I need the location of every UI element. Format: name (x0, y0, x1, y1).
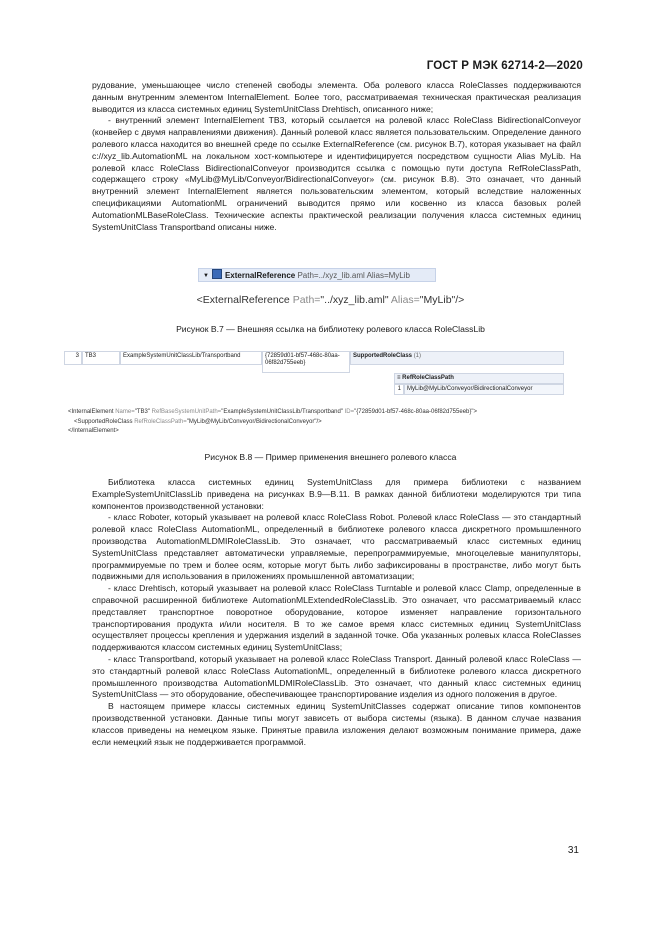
external-reference-label: ExternalReference (224, 271, 296, 280)
xml-attr-value: "../xyz_lib.aml" (320, 294, 391, 306)
xml-tag: <InternalElement (68, 409, 116, 415)
internal-element-xml (68, 408, 588, 437)
paragraph: - класс Drehtisch, который указывает на ролевой класс RoleClass Turntable и ролевой класс Clamp, определенные в справочной расширенной библиотеке AutomationMLExtendedRoleClassLib. Это означает, что рассматриваемый класс представляет транспортное поворотное оборудование, которое изменяет направление горизонтального транспортирования продукта и/или носителя. В то же самое время класс системных единиц SystemUnitClass осуществляет процессы крепления и удержания изделий в заданной точке. Оба указанных ролевых класса RoleClasses поддерживаются классом системных единиц SystemUnitClass; (92, 583, 581, 653)
xml-line: </InternalElement> (68, 428, 119, 434)
xml-line (68, 408, 588, 418)
row-number: 3 (64, 351, 82, 365)
ref-role-class-path-label: RefRoleClassPath (402, 375, 454, 381)
xml-attr-value: "ExampleSystemUnitClassLib/Transportband" (221, 409, 345, 415)
ref-role-class-path-header: ≡ RefRoleClassPath (394, 373, 564, 384)
xml-tag: <ExternalReference (196, 294, 293, 306)
supported-role-class-header (350, 351, 564, 365)
standard-header: ГОСТ Р МЭК 62714-2—2020 (426, 60, 583, 72)
body-text-bottom (92, 477, 581, 748)
xml-attr-name: ID= (344, 409, 355, 415)
paragraph: - класс Roboter, который указывает на ролевой класс RoleClass Robot. Ролевой класс RoleClass — это стандартный ролевой класс RoleClass AutomationML, определенный в библиотеке ролевого класса дискретного промышленного производства AutomationMLDMIRoleClassLib. Это означает, что рассматриваемый класс системных единиц SystemUnitClass представляет автоматически управляемые, перепрограммируемые, многоцелевые манипуляторы, программируемые по трем и более осям, которые могут быть либо зафиксированы в пространстве, либо могут быть подвижными для использования в приложениях промышленной автоматизации; (92, 512, 581, 582)
external-reference-xml (0, 294, 661, 306)
body-text-top (92, 80, 581, 233)
internal-element-table (64, 351, 564, 397)
xml-attr-value: "TB3" (134, 409, 152, 415)
supported-role-class-label: SupportedRoleClass (353, 353, 413, 359)
external-reference-tree-node (198, 268, 436, 282)
paragraph: Библиотека класса системных единиц SystemUnitClass для примера библиотеки с названием ExampleSystemUnitClassLib приведена на рисунках B.9—B.11. В рамках данной библиотеки моделируются три типа компонентов производственной установки: (92, 477, 581, 511)
xml-attr-name: Name= (115, 409, 135, 415)
xml-attr-name: Path= (292, 294, 321, 306)
figure-caption: Рисунок B.7 — Внешняя ссылка на библиотеку ролевого класса RoleClassLib (176, 324, 485, 334)
paragraph: В настоящем примере классы системных единиц SystemUnitClasses содержат описание типов компонентов производственной установки. Данные типы могут зависеть от выбора системы (языка). В данном случае названия классов приведены на немецком языке. Принятые правила изложения делают возможным понимание примера, даже если немецкий язык не поддерживается программой. (92, 701, 581, 747)
figure-caption: Рисунок B.8 — Пример применения внешнего ролевого класса (204, 452, 457, 462)
xml-tag: <SupportedRoleClass (74, 418, 135, 425)
paragraph: рудование, уменьшающее число степеней свободы элемента. Оба ролевого класса RoleClasses поддерживаются данным внутренним элементом InternalElement. Более того, рассматриваемая техническая практическая реализация выводится из класса системных единиц SystemUnitClass Drehtisch, описанного ниже; (92, 80, 581, 114)
xml-attr-name: Alias= (390, 294, 420, 306)
xml-attr-name: RefRoleClassPath= (134, 418, 187, 425)
external-reference-attrs: Path=../xyz_lib.aml Alias=MyLib (297, 271, 410, 280)
page-number: 31 (567, 845, 579, 856)
xml-attr-value: "MyLib@MyLib/Conveyor/BidirectionalConveyor"/> (186, 418, 322, 425)
xml-attr-value: "MyLib"/> (419, 294, 465, 306)
paragraph: - внутренний элемент InternalElement TB3, который ссылается на ролевой класс RoleClass BidirectionalConveyor (конвейер с двумя направлениями движения). Данный ролевой класс является пользовательским. Определение данного ролевого класса находится во внешней среде по ссылке ExternalReference (см. рисунок B.7), которая указывает на файл c://xyz_lib.AutomationML на локальном хост-компьютере и идентифицируется посредством сущности Alias MyLib. На ролевой класс RoleClass BidirectionalConveyor производится ссылка с помощью пути доступа RefRoleClassPath, содержащего строку «MyLib@MyLib/Conveyor/BidirectionalConveyor» (см. рисунок B.8). Это означает, что данный внутренний элемент InternalElement является пользовательским элементом, который вследствие наложенных спецификациями AutomationML ограничений выводится прямо или косвенно из класса базовых ролей AutomationMLBaseRoleClass. Технические аспекты практической реализации получения класса системных единиц SystemUnitClass Transportband описаны ниже. (92, 115, 581, 232)
supported-role-class-count: (1) (413, 353, 422, 359)
element-id: {72859d01-bf57-468c-80aa-06f82d755eeb} (262, 351, 350, 373)
paragraph: - класс Transportband, который указывает на ролевой класс RoleClass Transport. Данный ролевой класс RoleClass — это стандартный ролевой класс RoleClass AutomationML, определенный в библиотеке ролевого класса дискретного промышленного производства AutomationMLDMIRoleClassLib. Это означает, что данный класс системных единиц SystemUnitClass — это оборудование, обеспечивающее транспортирование изделия из одного положения в другое. (92, 653, 581, 700)
xml-line (68, 418, 588, 428)
ref-role-class-path-value: MyLib@MyLib/Conveyor/BidirectionalConveyor (404, 384, 564, 395)
xml-attr-name: RefBaseSystemUnitPath= (151, 409, 222, 415)
expand-triangle-icon: ▼ (203, 273, 209, 279)
ref-row-number: 1 (394, 384, 404, 395)
element-name: TB3 (82, 351, 120, 365)
external-reference-icon (212, 269, 222, 279)
element-path: ExampleSystemUnitClassLib/Transportband (120, 351, 262, 365)
xml-attr-value: "{72859d01-bf57-468c-80aa-06f82d755eeb}"> (354, 409, 478, 415)
